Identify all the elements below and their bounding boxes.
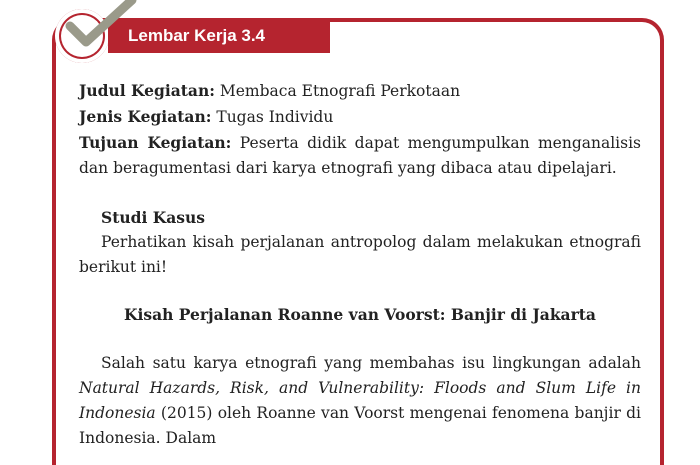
jenis-line xyxy=(79,104,641,130)
story-para-start: Salah satu karya etnografi yang membahas isu lingkungan adalah xyxy=(101,354,641,372)
judul-label: Judul Kegiatan: xyxy=(79,81,215,100)
jenis-value: Tugas Individu xyxy=(211,108,334,126)
story-para-end: (2015) oleh Roanne van Voorst mengenai fenomena banjir di Indonesia. Dalam xyxy=(79,404,641,447)
jenis-label: Jenis Kegiatan: xyxy=(79,107,212,126)
case-intro: Perhatikan kisah perjalanan antropolog dalam melakukan etnografi berikut ini! xyxy=(79,233,641,276)
worksheet-title: Lembar Kerja 3.4 xyxy=(108,19,330,53)
judul-line xyxy=(79,78,641,104)
tujuan-label: Tujuan Kegiatan: xyxy=(79,133,232,152)
story-title: Kisah Perjalanan Roanne van Voorst: Banjir di Jakarta xyxy=(124,305,596,324)
judul-value: Membaca Etnografi Perkotaan xyxy=(214,82,461,100)
story-paragraph xyxy=(79,351,641,451)
tujuan-line xyxy=(79,130,641,181)
story-book-title: Natural Hazards, Risk, and Vulnerability: Floods and Slum Life in Indonesia xyxy=(79,379,641,422)
tujuan-value: Peserta didik dapat mengumpulkan menganalisis dan beragumentasi dari karya etnografi yang dibaca atau dipelajari. xyxy=(79,134,641,177)
worksheet-content xyxy=(79,78,641,451)
check-icon xyxy=(62,0,142,56)
case-heading: Studi Kasus xyxy=(101,208,205,227)
